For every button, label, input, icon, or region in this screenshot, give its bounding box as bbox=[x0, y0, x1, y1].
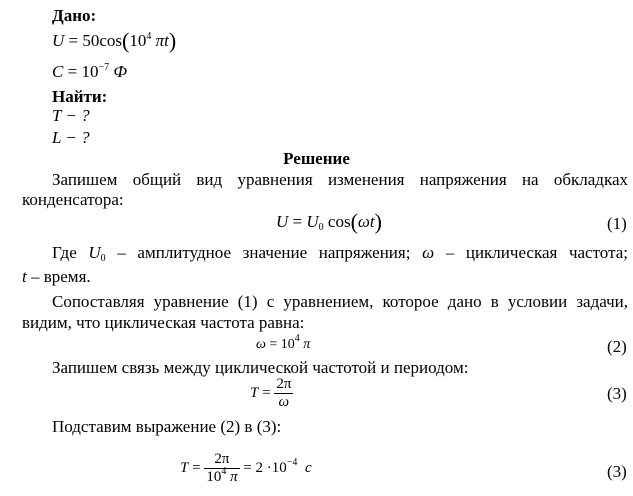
eq4-den-base: 10 bbox=[206, 469, 222, 486]
eq4-unit: c bbox=[304, 460, 312, 477]
eq4-fraction bbox=[204, 451, 239, 487]
equation-2 bbox=[256, 333, 311, 354]
p2-where: Где bbox=[52, 243, 89, 262]
given-voltage-equation: $U = 50\cos(10^4$ πt) bbox=[52, 28, 177, 53]
eq4-lhs: T bbox=[180, 460, 189, 477]
equation-4-number: (3) bbox=[607, 462, 627, 481]
paragraph-5: Подставим выражение (2) в (3): bbox=[52, 417, 282, 436]
find-item-period: T − ? bbox=[52, 106, 90, 125]
paragraph-3-line-2: видим, что циклическая частота равна: bbox=[22, 313, 305, 332]
capacity-base: 10 bbox=[81, 62, 99, 81]
equals-sign: = bbox=[63, 62, 82, 81]
eq4-den-pi: π bbox=[226, 469, 238, 486]
paragraph-1-line-1: Запишем общий вид уравнения изменения напряжения на обкладках bbox=[52, 170, 628, 189]
p2-u0-sub: 0 bbox=[100, 253, 106, 264]
paragraph-3-line-1: Сопоставляя уравнение (1) с уравнением, которое дано в условии задачи, bbox=[52, 292, 628, 311]
p2-u0: U bbox=[88, 243, 101, 262]
p2-cyclic-text: – циклическая частота; bbox=[434, 243, 628, 262]
equation-3-number: (3) bbox=[607, 384, 627, 403]
arg-exponent: 4 bbox=[146, 31, 152, 42]
eq1-cos: cos bbox=[323, 212, 351, 231]
capacity-exponent: −7 bbox=[98, 62, 110, 73]
paragraph-2-line-2 bbox=[22, 267, 91, 287]
solution-title: Решение bbox=[283, 149, 350, 168]
equals-sign: = bbox=[64, 31, 83, 50]
equation-2-number: (2) bbox=[607, 337, 627, 356]
capacity-unit: Ф bbox=[113, 62, 127, 81]
eq1-equals: = bbox=[288, 212, 307, 231]
equation-1: $U = U_0$ cos(ωt) bbox=[276, 209, 382, 234]
given-capacity-equation bbox=[52, 62, 127, 82]
paragraph-2-line-1 bbox=[52, 243, 628, 263]
eq3-numerator: 2π bbox=[274, 376, 293, 394]
arg-variable: πt bbox=[151, 31, 169, 50]
eq4-numerator: 2π bbox=[204, 451, 239, 469]
eq4-equals: = bbox=[188, 460, 205, 477]
arg-base: 10 bbox=[129, 31, 147, 50]
voltage-amplitude: 50 bbox=[82, 31, 100, 50]
eq1-lhs: U bbox=[276, 212, 289, 231]
p2-time-text: – время. bbox=[26, 267, 91, 286]
eq4-result-exp: −4 bbox=[286, 457, 298, 469]
eq1-amplitude-sub: 0 bbox=[318, 222, 324, 233]
paragraph-1-line-2: конденсатора: bbox=[22, 190, 124, 209]
eq1-amplitude: U bbox=[306, 212, 319, 231]
eq2-base: = 10 bbox=[265, 337, 295, 352]
eq1-arg: ωt bbox=[357, 212, 375, 231]
voltage-symbol: U bbox=[52, 31, 65, 50]
equation-3 bbox=[250, 376, 293, 412]
eq4-den-exp: 4 bbox=[221, 466, 227, 478]
paragraph-4: Запишем связь между циклической частотой и периодом: bbox=[52, 358, 469, 377]
equation-4 bbox=[180, 451, 312, 487]
eq3-lhs: T bbox=[250, 385, 259, 402]
eq2-lhs: ω bbox=[256, 337, 266, 352]
given-heading: Дано: bbox=[52, 6, 97, 25]
p2-omega: ω bbox=[422, 243, 435, 262]
find-heading: Найти: bbox=[52, 87, 108, 106]
cos-function: cos bbox=[99, 31, 123, 50]
find-item-inductance: L − ? bbox=[52, 128, 90, 147]
eq3-equals: = bbox=[258, 385, 275, 402]
eq2-pi: π bbox=[299, 337, 311, 352]
p2-amplitude-text: – амплитудное значение напряжения; bbox=[105, 243, 423, 262]
equation-1-number: (1) bbox=[607, 214, 627, 233]
eq3-denominator: ω bbox=[278, 394, 290, 411]
eq4-denominator bbox=[204, 466, 239, 486]
eq2-exponent: 4 bbox=[294, 333, 300, 344]
eq4-result: = 2 ·10 bbox=[239, 460, 287, 477]
eq3-fraction bbox=[274, 376, 293, 412]
capacity-symbol: C bbox=[52, 62, 64, 81]
p2-t: t bbox=[22, 267, 27, 286]
